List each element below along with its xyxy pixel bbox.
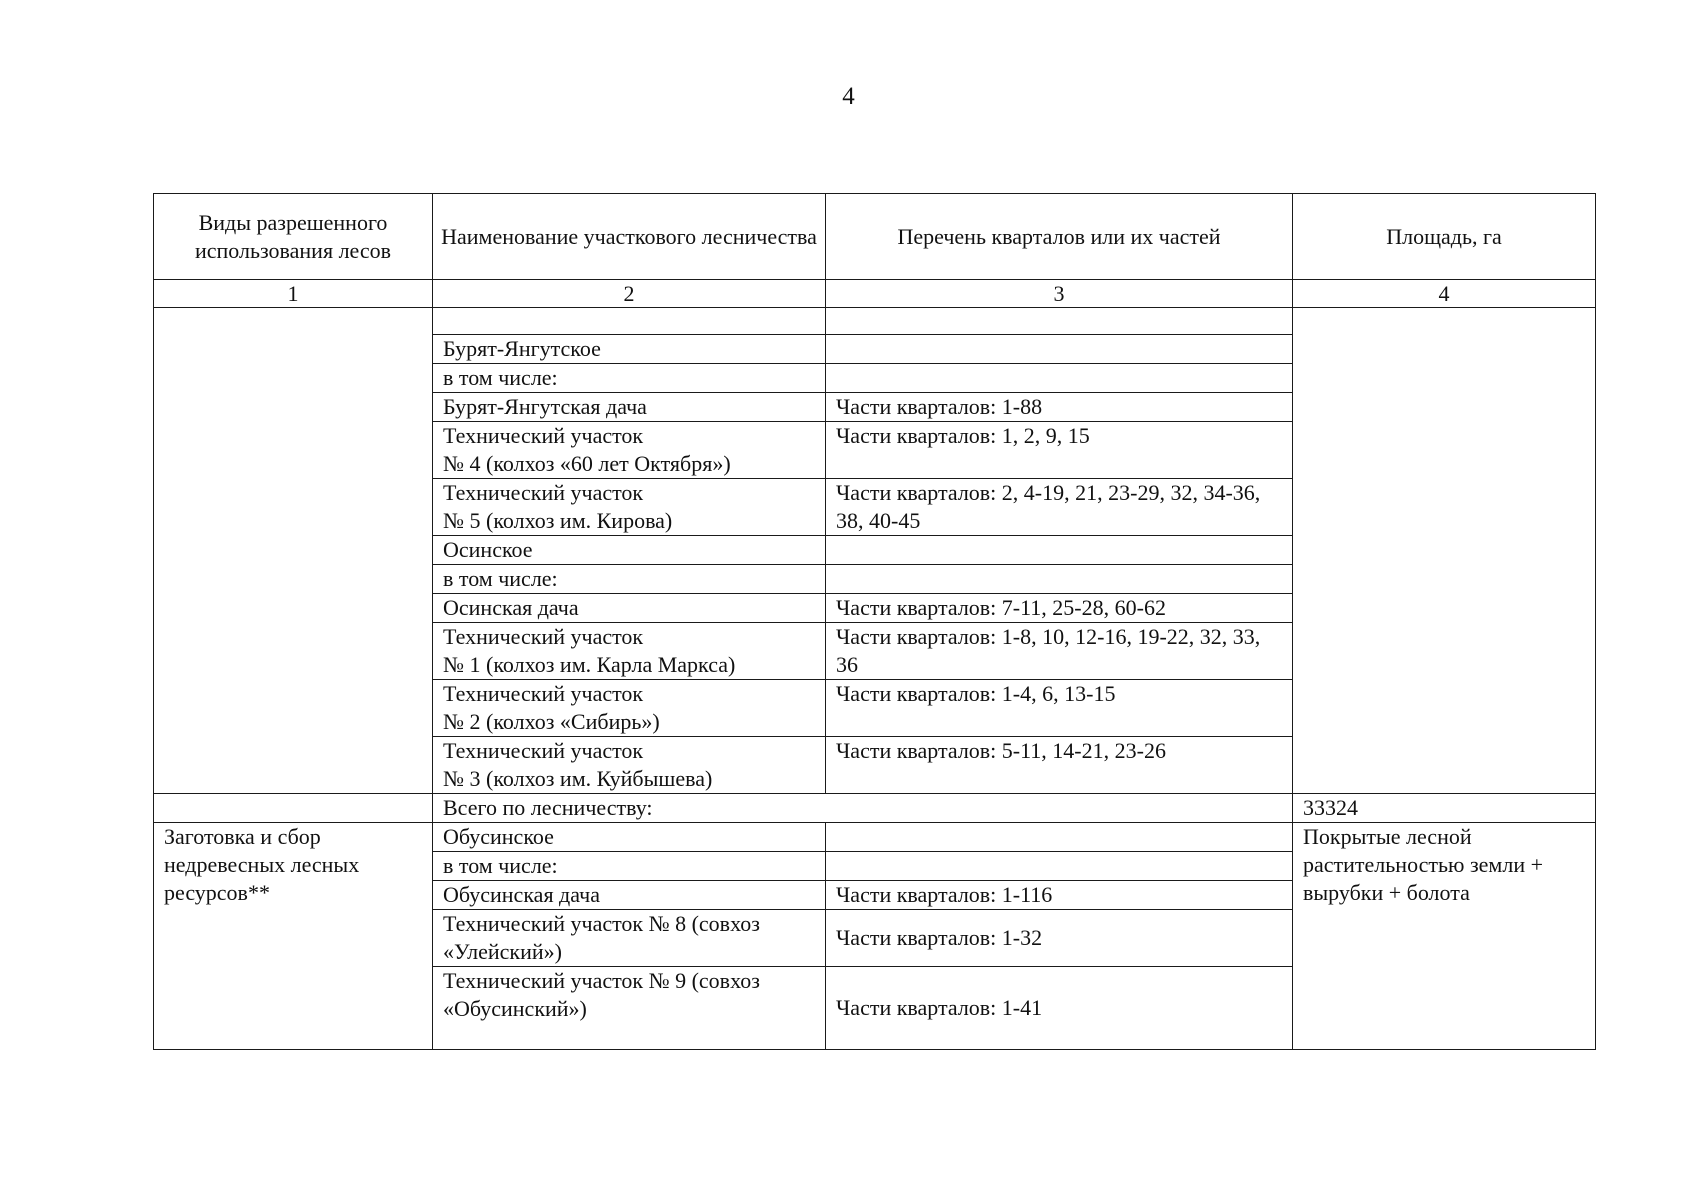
forestry-name-cell: Технический участок № 1 (колхоз им. Карла Маркса) — [433, 623, 826, 680]
quarters-cell: Части кварталов: 7-11, 25-28, 60-62 — [826, 594, 1293, 623]
quarters-cell: Части кварталов: 1-116 — [826, 881, 1293, 910]
forestry-name-cell: Технический участок № 5 (колхоз им. Кирова) — [433, 479, 826, 536]
table-row — [154, 823, 1596, 852]
forestry-name-cell: в том числе: — [433, 565, 826, 594]
quarters-cell — [826, 335, 1293, 364]
area-cell: Покрытые лесной растительностью земли + вырубки + болота — [1293, 823, 1596, 1050]
total-area: 33324 — [1293, 794, 1596, 823]
column-number-2: 2 — [433, 280, 826, 308]
quarters-cell — [826, 823, 1293, 852]
forestry-name-cell: Осинская дача — [433, 594, 826, 623]
column-number-4: 4 — [1293, 280, 1596, 308]
area-cell-empty — [1293, 308, 1596, 794]
quarters-cell — [826, 364, 1293, 393]
header-forestry-name: Наименование участкового лесничества — [433, 194, 826, 280]
column-number-row — [154, 280, 1596, 308]
header-area: Площадь, га — [1293, 194, 1596, 280]
header-row — [154, 194, 1596, 280]
quarters-cell: Части кварталов: 2, 4-19, 21, 23-29, 32, 34-36, 38, 40-45 — [826, 479, 1293, 536]
quarters-cell — [826, 308, 1293, 335]
forestry-name-cell: Технический участок № 3 (колхоз им. Куйбышева) — [433, 737, 826, 794]
forest-use-table — [153, 193, 1596, 1050]
forestry-name-cell: Технический участок № 4 (колхоз «60 лет Октября») — [433, 422, 826, 479]
use-type-cell: Заготовка и сбор недревесных лесных ресурсов** — [154, 823, 433, 1050]
table-row — [154, 308, 1596, 335]
forestry-name-cell — [433, 308, 826, 335]
quarters-cell: Части кварталов: 5-11, 14-21, 23-26 — [826, 737, 1293, 794]
quarters-cell: Части кварталов: 1-8, 10, 12-16, 19-22, 32, 33, 36 — [826, 623, 1293, 680]
quarters-cell: Части кварталов: 1-32 — [826, 910, 1293, 967]
quarters-cell — [826, 536, 1293, 565]
forestry-name-cell: в том числе: — [433, 364, 826, 393]
column-number-3: 3 — [826, 280, 1293, 308]
quarters-cell — [826, 852, 1293, 881]
page-number: 4 — [842, 83, 855, 110]
column-number-1: 1 — [154, 280, 433, 308]
forestry-name-cell: Обусинская дача — [433, 881, 826, 910]
forestry-name-cell: в том числе: — [433, 852, 826, 881]
quarters-cell: Части кварталов: 1, 2, 9, 15 — [826, 422, 1293, 479]
header-use-type: Виды разрешенного использования лесов — [154, 194, 433, 280]
quarters-cell: Части кварталов: 1-4, 6, 13-15 — [826, 680, 1293, 737]
use-type-cell-empty — [154, 308, 433, 794]
total-label: Всего по лесничеству: — [433, 794, 1293, 823]
forestry-name-cell: Технический участок № 2 (колхоз «Сибирь») — [433, 680, 826, 737]
forestry-name-cell: Технический участок № 9 (совхоз «Обусинский») — [433, 967, 826, 1050]
quarters-cell: Части кварталов: 1-41 — [826, 967, 1293, 1050]
quarters-cell: Части кварталов: 1-88 — [826, 393, 1293, 422]
total-row — [154, 794, 1596, 823]
forestry-name-cell: Бурят-Янгутское — [433, 335, 826, 364]
use-type-cell-empty — [154, 794, 433, 823]
forestry-name-cell: Технический участок № 8 (совхоз «Улейский») — [433, 910, 826, 967]
quarters-cell — [826, 565, 1293, 594]
forestry-name-cell: Бурят-Янгутская дача — [433, 393, 826, 422]
header-quarters: Перечень кварталов или их частей — [826, 194, 1293, 280]
forestry-name-cell: Обусинское — [433, 823, 826, 852]
forestry-name-cell: Осинское — [433, 536, 826, 565]
